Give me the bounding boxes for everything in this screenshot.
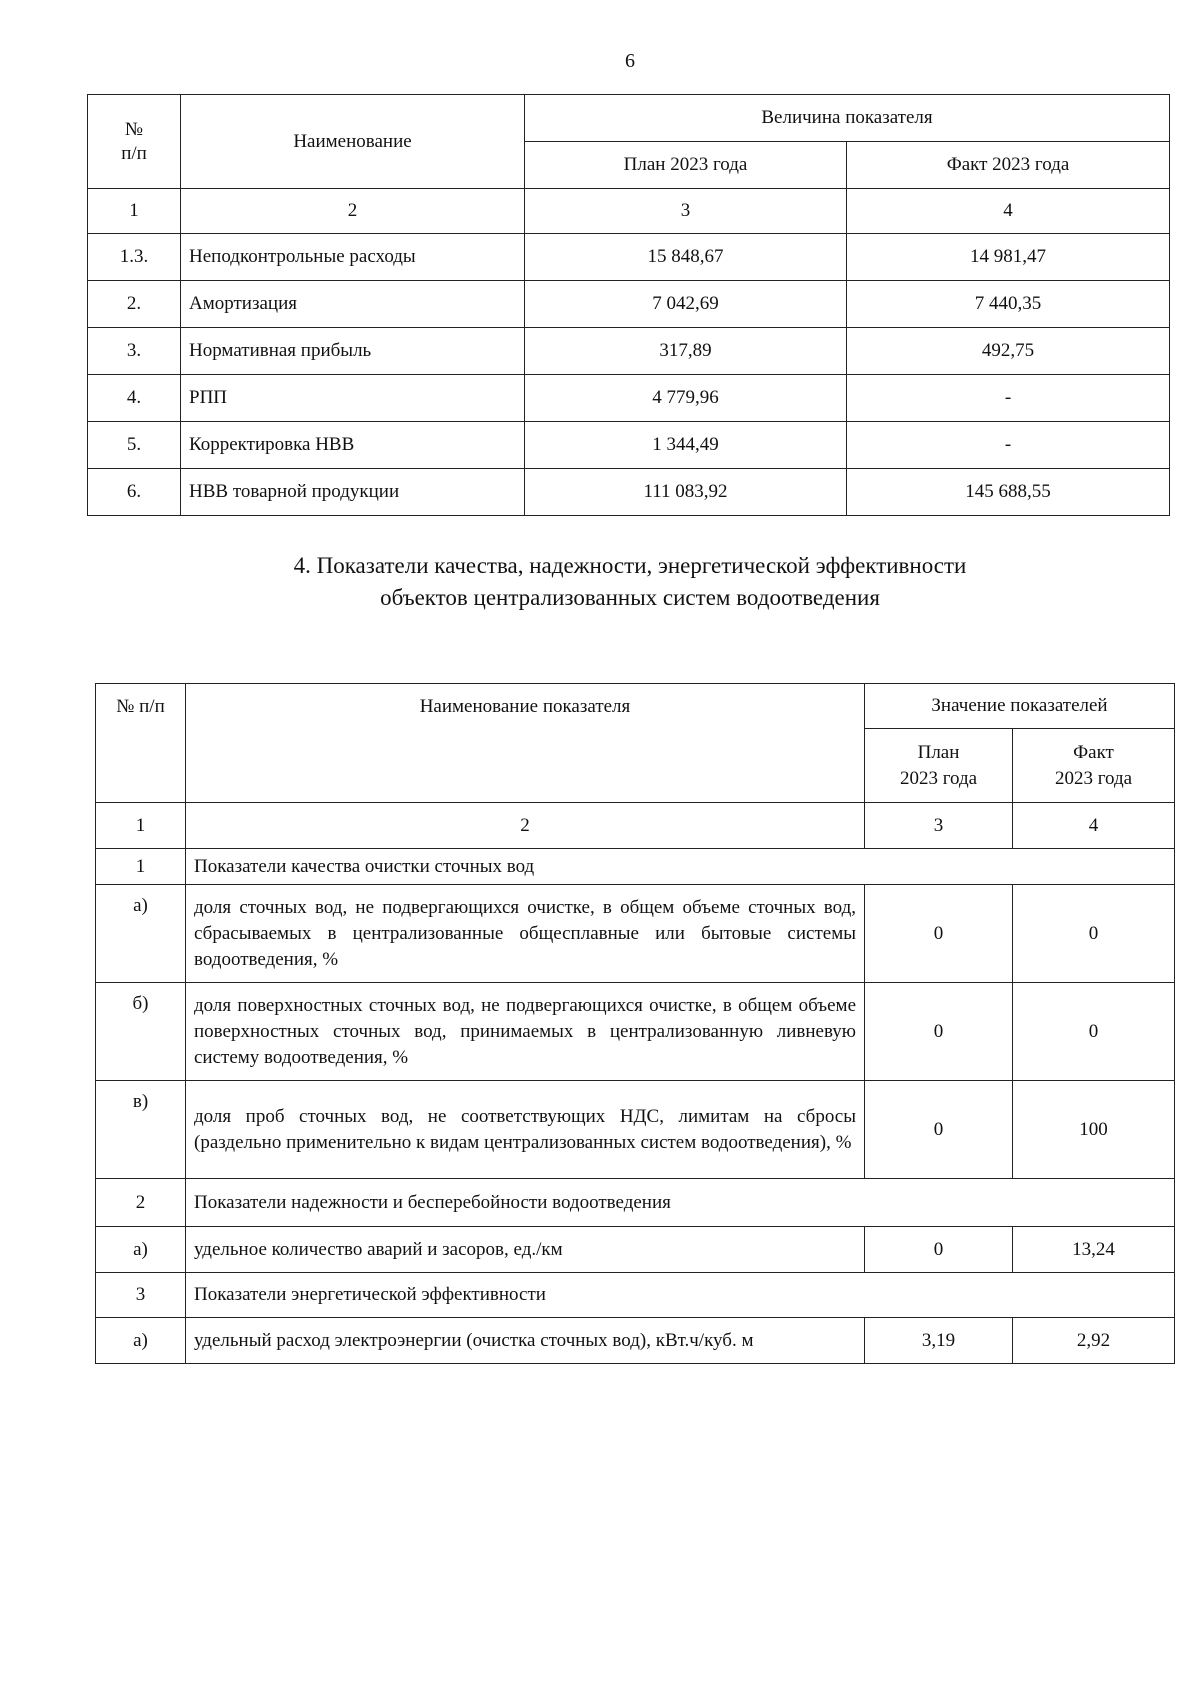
row-num: в) bbox=[96, 1081, 186, 1179]
table-row bbox=[88, 234, 1170, 281]
page-number: 6 bbox=[625, 50, 635, 72]
row-name: доля сточных вод, не подвергающихся очистке, в общем объеме сточных вод, сбрасываемых в централизованные общесплавные или бытовые системы водоотведения, % bbox=[186, 885, 865, 983]
row-plan: 7 042,69 bbox=[525, 281, 847, 328]
row-num: 3. bbox=[88, 328, 181, 375]
row-num: 2 bbox=[96, 1179, 186, 1227]
header-fact: Факт 2023 года bbox=[847, 142, 1170, 189]
row-fact: 0 bbox=[1013, 885, 1175, 983]
row-num: 2. bbox=[88, 281, 181, 328]
row-num: 1 bbox=[96, 849, 186, 885]
row-name: удельный расход электроэнергии (очистка сточных вод), кВт.ч/куб. м bbox=[186, 1318, 865, 1364]
row-fact: - bbox=[847, 375, 1170, 422]
row-name: удельное количество аварий и засоров, ед./км bbox=[186, 1227, 865, 1273]
row-fact: 7 440,35 bbox=[847, 281, 1170, 328]
row-plan: 0 bbox=[865, 983, 1013, 1081]
row-plan: 4 779,96 bbox=[525, 375, 847, 422]
row-num: 6. bbox=[88, 469, 181, 516]
group-title: Показатели качества очистки сточных вод bbox=[186, 849, 1175, 885]
table-row bbox=[96, 1227, 1175, 1273]
quality-indicators-table bbox=[95, 683, 1175, 1364]
row-name: РПП bbox=[181, 375, 525, 422]
row-plan: 1 344,49 bbox=[525, 422, 847, 469]
table-row bbox=[88, 375, 1170, 422]
row-plan: 3,19 bbox=[865, 1318, 1013, 1364]
row-plan: 0 bbox=[865, 1227, 1013, 1273]
financial-indicators-table bbox=[87, 94, 1170, 516]
group-row bbox=[96, 849, 1175, 885]
group-title: Показатели надежности и бесперебойности водоотведения bbox=[186, 1179, 1175, 1227]
index-cell: 1 bbox=[96, 803, 186, 849]
row-num: 5. bbox=[88, 422, 181, 469]
row-name: доля проб сточных вод, не соответствующих НДС, лимитам на сбросы (раздельно применительно к видам централизованных систем водоотведения), % bbox=[186, 1081, 865, 1179]
header-num: № п/п bbox=[88, 95, 181, 189]
index-cell: 2 bbox=[186, 803, 865, 849]
row-name: Корректировка НВВ bbox=[181, 422, 525, 469]
row-name: Амортизация bbox=[181, 281, 525, 328]
header-name: Наименование bbox=[181, 95, 525, 189]
index-cell: 2 bbox=[181, 189, 525, 234]
table-row bbox=[88, 422, 1170, 469]
index-cell: 1 bbox=[88, 189, 181, 234]
row-fact: 2,92 bbox=[1013, 1318, 1175, 1364]
table-row bbox=[96, 885, 1175, 983]
row-fact: 0 bbox=[1013, 983, 1175, 1081]
index-cell: 3 bbox=[525, 189, 847, 234]
row-fact: 492,75 bbox=[847, 328, 1170, 375]
row-fact: 13,24 bbox=[1013, 1227, 1175, 1273]
row-name: Нормативная прибыль bbox=[181, 328, 525, 375]
header-value-group: Значение показателей bbox=[865, 684, 1175, 729]
header-value-group: Величина показателя bbox=[525, 95, 1170, 142]
row-plan: 0 bbox=[865, 885, 1013, 983]
row-name: НВВ товарной продукции bbox=[181, 469, 525, 516]
row-name: доля поверхностных сточных вод, не подвергающихся очистке, в общем объеме поверхностных сточных вод, принимаемых в централизованную ливневую систему водоотведения, % bbox=[186, 983, 865, 1081]
index-cell: 4 bbox=[847, 189, 1170, 234]
row-num: а) bbox=[96, 885, 186, 983]
table-row bbox=[88, 469, 1170, 516]
header-name: Наименование показателя bbox=[186, 684, 865, 803]
index-cell: 3 bbox=[865, 803, 1013, 849]
section-heading: 4. Показатели качества, надежности, энергетической эффективности объектов централизованных систем водоотведения bbox=[293, 553, 967, 610]
row-num: 1.3. bbox=[88, 234, 181, 281]
row-fact: 145 688,55 bbox=[847, 469, 1170, 516]
header-plan: План 2023 года bbox=[865, 729, 1013, 803]
row-num: б) bbox=[96, 983, 186, 1081]
row-fact: 14 981,47 bbox=[847, 234, 1170, 281]
row-name: Неподконтрольные расходы bbox=[181, 234, 525, 281]
table-row bbox=[96, 1318, 1175, 1364]
table-row bbox=[88, 281, 1170, 328]
row-num: а) bbox=[96, 1227, 186, 1273]
row-plan: 317,89 bbox=[525, 328, 847, 375]
group-row bbox=[96, 1273, 1175, 1318]
table-row bbox=[96, 1081, 1175, 1179]
index-cell: 4 bbox=[1013, 803, 1175, 849]
header-fact: Факт 2023 года bbox=[1013, 729, 1175, 803]
row-fact: 100 bbox=[1013, 1081, 1175, 1179]
row-num: 4. bbox=[88, 375, 181, 422]
table-row bbox=[96, 983, 1175, 1081]
row-plan: 111 083,92 bbox=[525, 469, 847, 516]
row-plan: 0 bbox=[865, 1081, 1013, 1179]
group-title: Показатели энергетической эффективности bbox=[186, 1273, 1175, 1318]
row-plan: 15 848,67 bbox=[525, 234, 847, 281]
row-num: 3 bbox=[96, 1273, 186, 1318]
table-row bbox=[88, 328, 1170, 375]
row-num: а) bbox=[96, 1318, 186, 1364]
group-row bbox=[96, 1179, 1175, 1227]
header-num: № п/п bbox=[96, 684, 186, 803]
row-fact: - bbox=[847, 422, 1170, 469]
header-plan: План 2023 года bbox=[525, 142, 847, 189]
